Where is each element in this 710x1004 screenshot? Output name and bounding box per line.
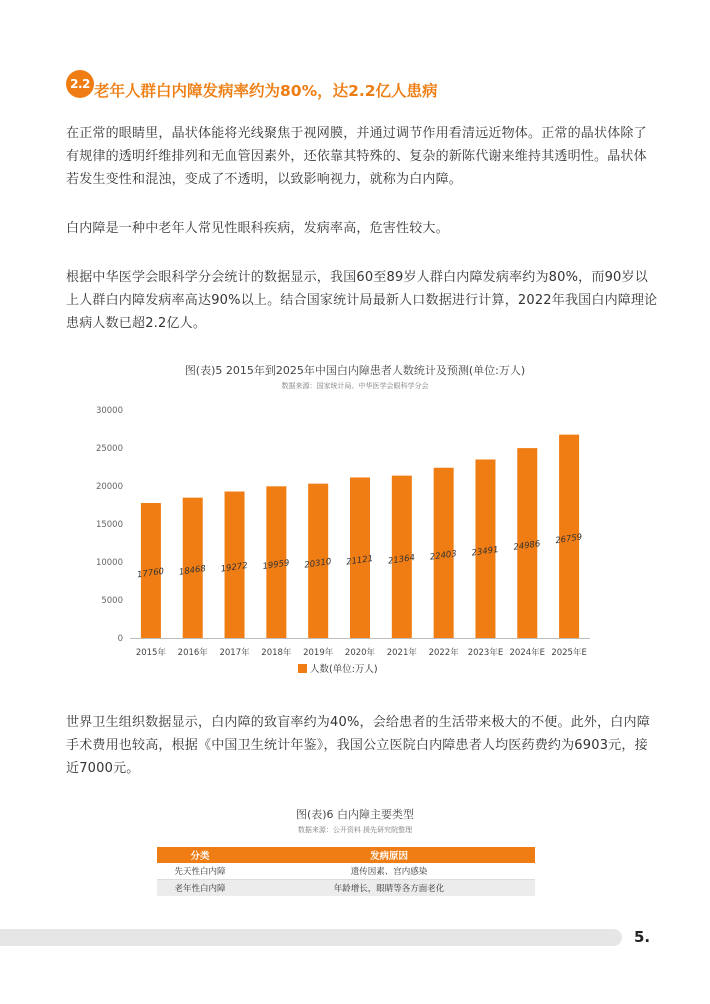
- y-tick-label: 25000: [95, 444, 123, 454]
- chart-source: 数据来源：国家统计局、中华医学会眼科学分会: [281, 382, 429, 390]
- data-label: 23491: [471, 544, 500, 559]
- table-source: 数据来源：公开资料 援先研究院整理: [297, 826, 413, 834]
- y-tick-label: 15000: [95, 520, 123, 530]
- legend-swatch: [298, 664, 307, 673]
- data-label: 22403: [429, 549, 458, 563]
- x-tick-label: 2023年E: [467, 648, 504, 658]
- table-cell-cause: 遗传因素、宫内感染: [243, 863, 535, 880]
- y-tick-label: 5000: [101, 596, 123, 606]
- data-label: 18468: [178, 564, 207, 578]
- y-tick-label: 0: [117, 634, 123, 644]
- table-header-category: 分类: [157, 847, 243, 863]
- data-label: 21364: [387, 553, 416, 567]
- bar-chart: [80, 398, 620, 690]
- x-tick-label: 2019年: [303, 648, 334, 658]
- table-header-cause: 发病原因: [243, 847, 535, 863]
- x-tick-label: 2017年: [219, 648, 250, 658]
- x-tick-label: 2018年: [261, 648, 292, 658]
- x-tick-label: 2016年: [177, 648, 208, 658]
- data-label: 24986: [512, 539, 542, 553]
- legend-label: 人数(单位:万人): [310, 664, 378, 675]
- y-tick-label: 30000: [95, 406, 123, 416]
- x-tick-label: 2020年: [344, 648, 376, 658]
- data-label: 26759: [554, 532, 583, 547]
- table-cell-category: 先天性白内障: [157, 863, 243, 880]
- table-cell-category: 老年性白内障: [157, 880, 243, 897]
- section-title: 老年人群白内障发病率约为80%，达2.2亿人患病: [94, 82, 438, 100]
- data-label: 19272: [220, 560, 249, 575]
- table-row: [157, 880, 535, 897]
- chart-title: 图(表)5 2015年到2025年中国白内障患者人数统计及预测(单位:万人): [184, 364, 526, 377]
- table-title: 图(表)6 白内障主要类型: [295, 808, 415, 821]
- section-number-badge: 2.2: [66, 70, 94, 98]
- page-number: 5.: [634, 928, 651, 946]
- data-label: 19959: [261, 558, 291, 573]
- x-tick-label: 2025年E: [551, 648, 587, 658]
- section-header: [66, 70, 666, 104]
- paragraph-who-data: 世界卫生组织数据显示，白内障的致盲率约为40%，会给患者的生活带来极大的不便。此外，白内障手术费用也较高，根据《中国卫生统计年鉴》，我国公立医院白内障患者人均医药费约为6903元，接近7000元。: [66, 715, 650, 776]
- paragraph-cataract-definition: 白内障是一种中老年人常见性眼科疾病，发病率高，危害性较大。: [66, 221, 449, 236]
- data-label: 21121: [345, 553, 374, 568]
- y-tick-label: 20000: [95, 482, 123, 492]
- table-row: [157, 863, 535, 880]
- data-label: 20310: [303, 557, 332, 571]
- table-cell-cause: 年龄增长，眼睛等各方面老化: [243, 880, 535, 897]
- footer-bar: [0, 929, 622, 946]
- cataract-types-table: [157, 847, 535, 896]
- x-tick-label: 2024年E: [509, 648, 546, 658]
- paragraph-lens: 在正常的眼睛里，晶状体能将光线聚焦于视网膜，并通过调节作用看清远近物体。正常的晶状体除了有规律的透明纤维排列和无血管因素外，还依靠其特殊的、复杂的新陈代谢来维持其透明性。晶状体若发生变性和混浊，变成了不透明，以致影响视力，就称为白内障。: [66, 126, 647, 187]
- x-tick-label: 2015年: [135, 648, 166, 658]
- x-tick-label: 2021年: [386, 648, 417, 658]
- y-tick-label: 10000: [95, 558, 123, 568]
- data-label: 17760: [136, 566, 165, 581]
- table-header-row: [157, 847, 535, 863]
- paragraph-incidence: 根据中华医学会眼科学分会统计的数据显示，我国60至89岁人群白内障发病率约为80%，而90岁以上人群白内障发病率高达90%以上。结合国家统计局最新人口数据进行计算，2022年我国白内障理论患病人数已超2.2亿人。: [66, 270, 658, 331]
- x-tick-label: 2022年: [428, 648, 459, 658]
